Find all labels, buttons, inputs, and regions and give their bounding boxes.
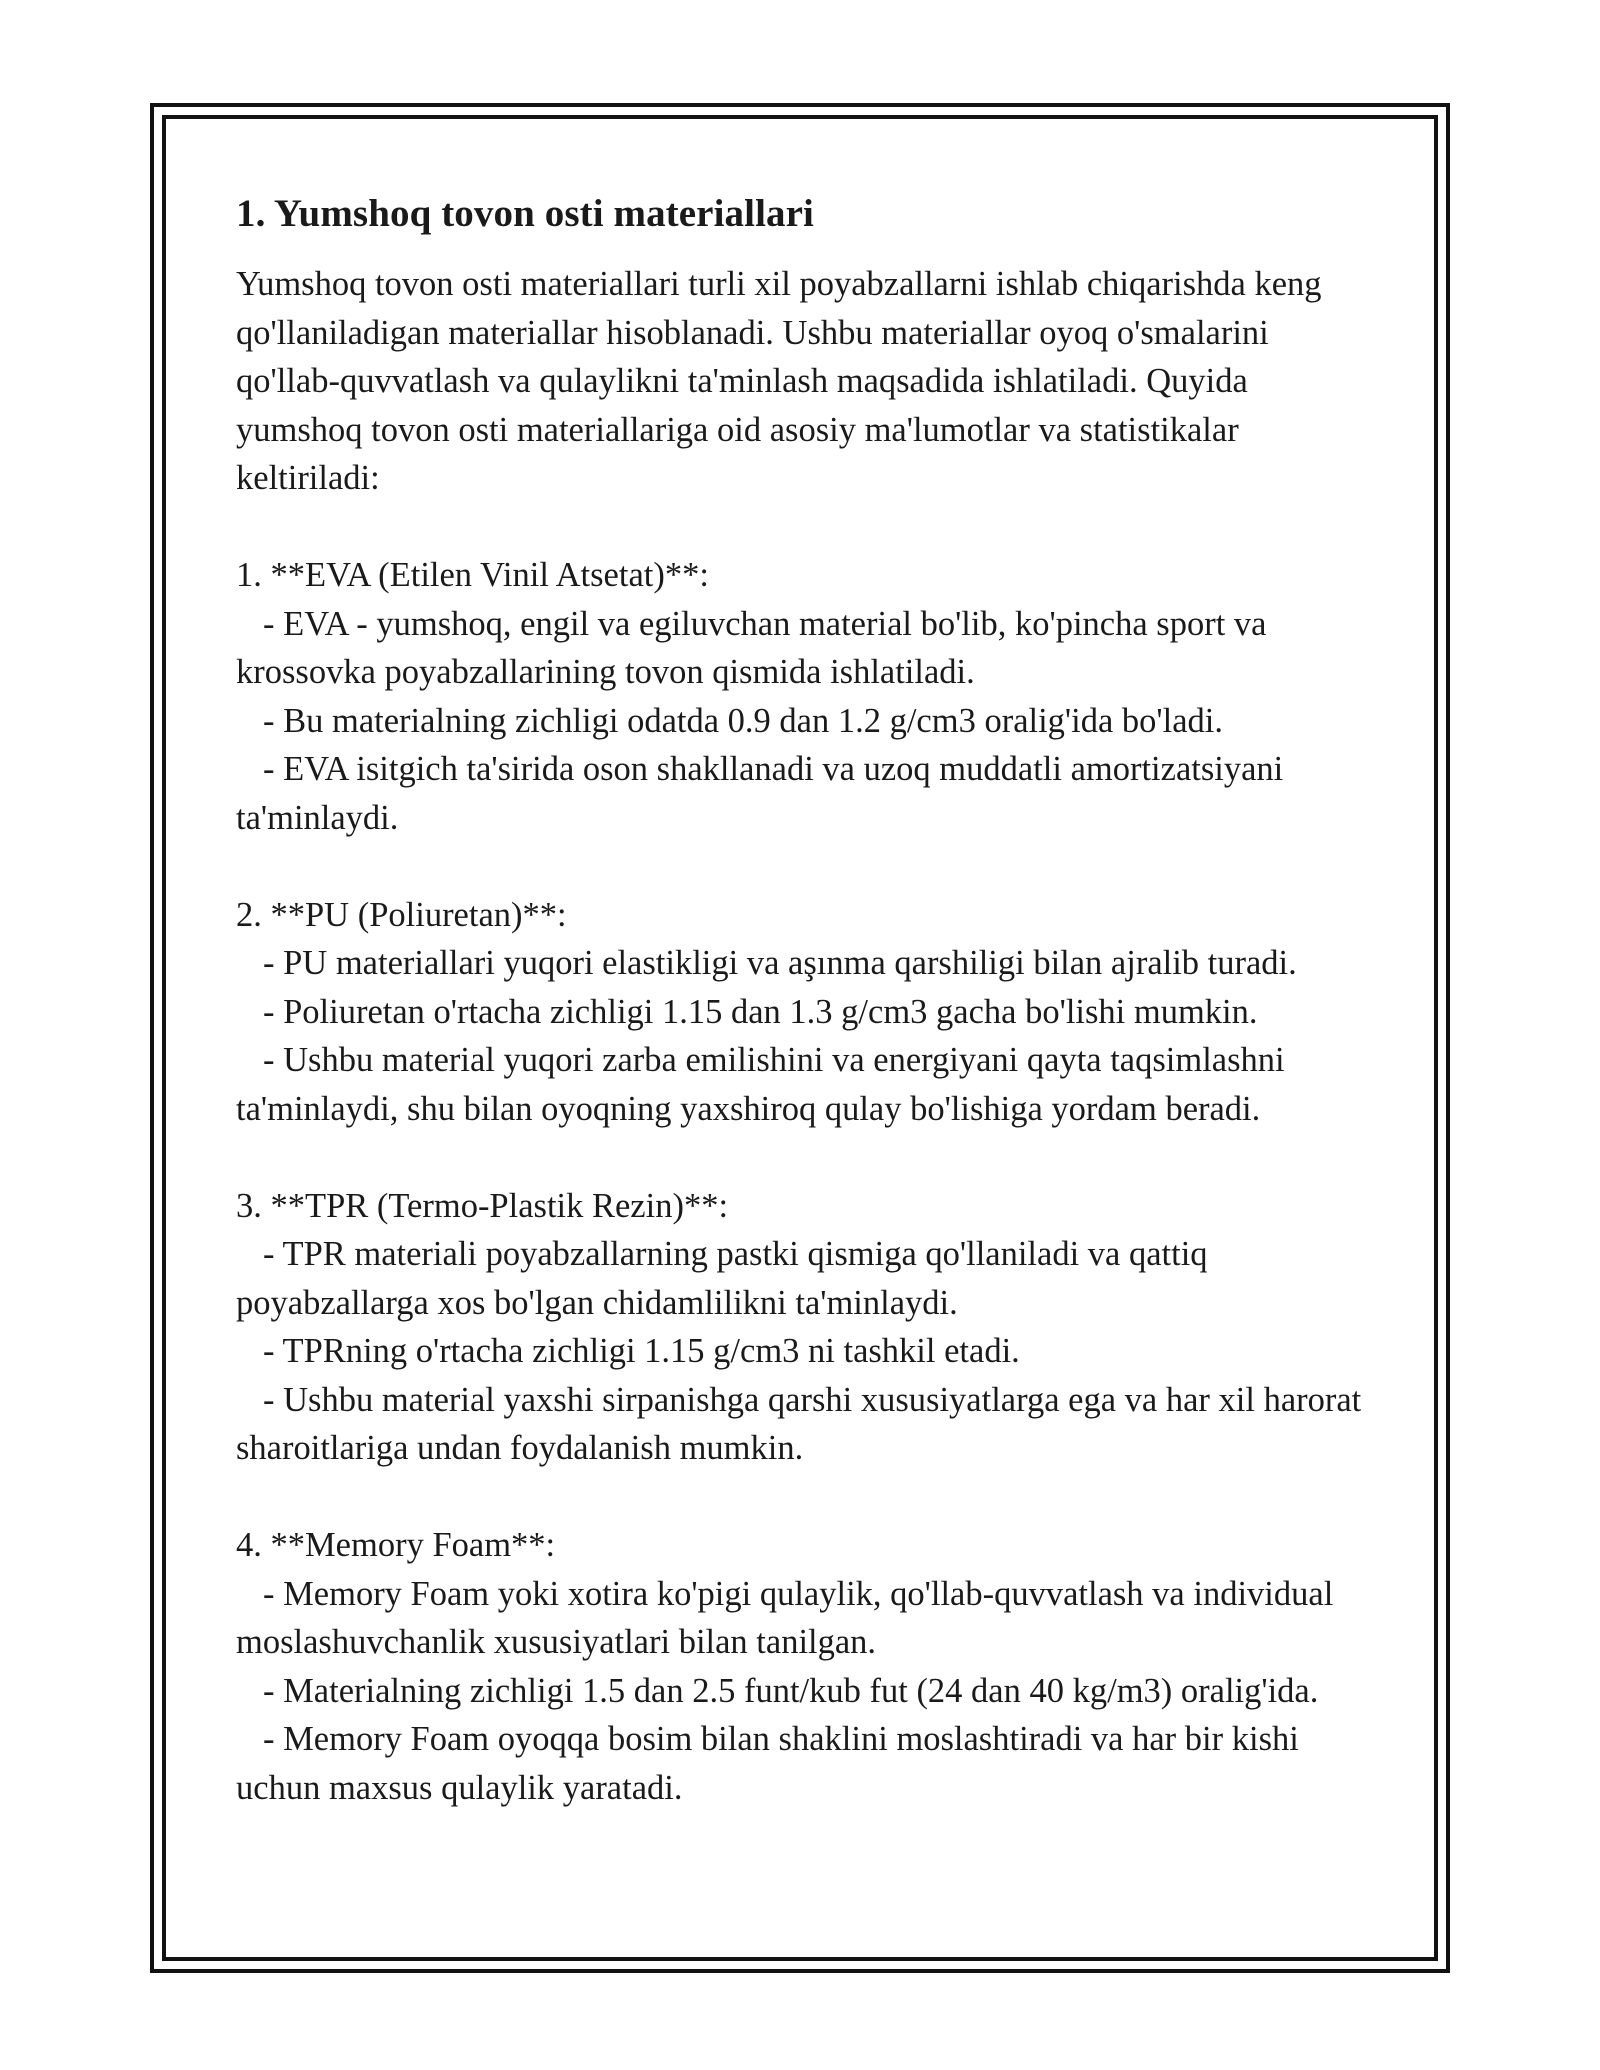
section-title: 3. **TPR (Termo-Plastik Rezin)**: xyxy=(236,1186,729,1225)
list-item: - EVA isitgich ta'sirida oson shakllanadi va uzoq muddatli amortizatsiyani ta'minlaydi. xyxy=(236,750,1284,837)
list-item: - EVA - yumshoq, engil va egiluvchan material bo'lib, ko'pincha sport va krossovka poyabzallarining tovon qismida ishlatiladi. xyxy=(236,604,1267,691)
section-title: 1. **EVA (Etilen Vinil Atsetat)**: xyxy=(236,556,709,594)
list-item: - Memory Foam oyoqqa bosim bilan shaklini moslashtiradi va har bir kishi uchun maxsus qulaylik yaratadi. xyxy=(236,1720,1299,1807)
section-title: 4. **Memory Foam**: xyxy=(236,1526,556,1564)
list-item: - TPR materiali poyabzallarning pastki qismiga qo'llaniladi va qattiq poyabzallarga xos bo'lgan chidamlilikni ta'minlaydi. xyxy=(236,1235,1208,1322)
document-body xyxy=(236,188,1376,1812)
section-eva xyxy=(236,551,1376,842)
section-memory-foam xyxy=(236,1521,1376,1812)
section-title: 2. **PU (Poliuretan)**: xyxy=(236,895,567,934)
list-item: - Bu materialning zichligi odatda 0.9 dan 1.2 g/cm3 oralig'ida bo'ladi. xyxy=(263,701,1223,740)
intro-paragraph: Yumshoq tovon osti materiallari turli xil poyabzallarni ishlab chiqarishda keng qo'llaniladigan materiallar hisoblanadi. Ushbu materiallar oyoq o'smalarini qo'llab-quvvatlash va qulaylikni ta'minlash maqsadida ishlatiladi. Quyida yumshoq tovon osti materiallariga oid asosiy ma'lumotlar va statistikalar keltiriladi: xyxy=(236,265,1322,497)
list-item: - Ushbu material yuqori zarba emilishini va energiyani qayta taqsimlashni ta'minlaydi, shu bilan oyoqning yaxshiroq qulay bo'lishiga yordam beradi. xyxy=(236,1041,1285,1128)
list-item: - PU materiallari yuqori elastikligi va aşınma qarshiligi bilan ajralib turadi. xyxy=(263,944,1297,982)
list-item: - TPRning o'rtacha zichligi 1.15 g/cm3 ni tashkil etadi. xyxy=(263,1332,1020,1370)
page-title: 1. Yumshoq tovon osti materiallari xyxy=(236,192,814,235)
list-item: - Memory Foam yoki xotira ko'pigi qulaylik, qo'llab-quvvatlash va individual moslashuvchanlik xususiyatlari bilan tanilgan. xyxy=(236,1574,1334,1661)
section-tpr xyxy=(236,1182,1376,1473)
list-item: - Ushbu material yaxshi sirpanishga qarshi xususiyatlarga ega va har xil harorat sharoitlariga undan foydalanish mumkin. xyxy=(236,1380,1362,1467)
list-item: - Poliuretan o'rtacha zichligi 1.15 dan 1.3 g/cm3 gacha bo'lishi mumkin. xyxy=(263,992,1258,1031)
section-pu xyxy=(236,891,1376,1134)
list-item: - Materialning zichligi 1.5 dan 2.5 funt/kub fut (24 dan 40 kg/m3) oralig'ida. xyxy=(263,1671,1319,1710)
